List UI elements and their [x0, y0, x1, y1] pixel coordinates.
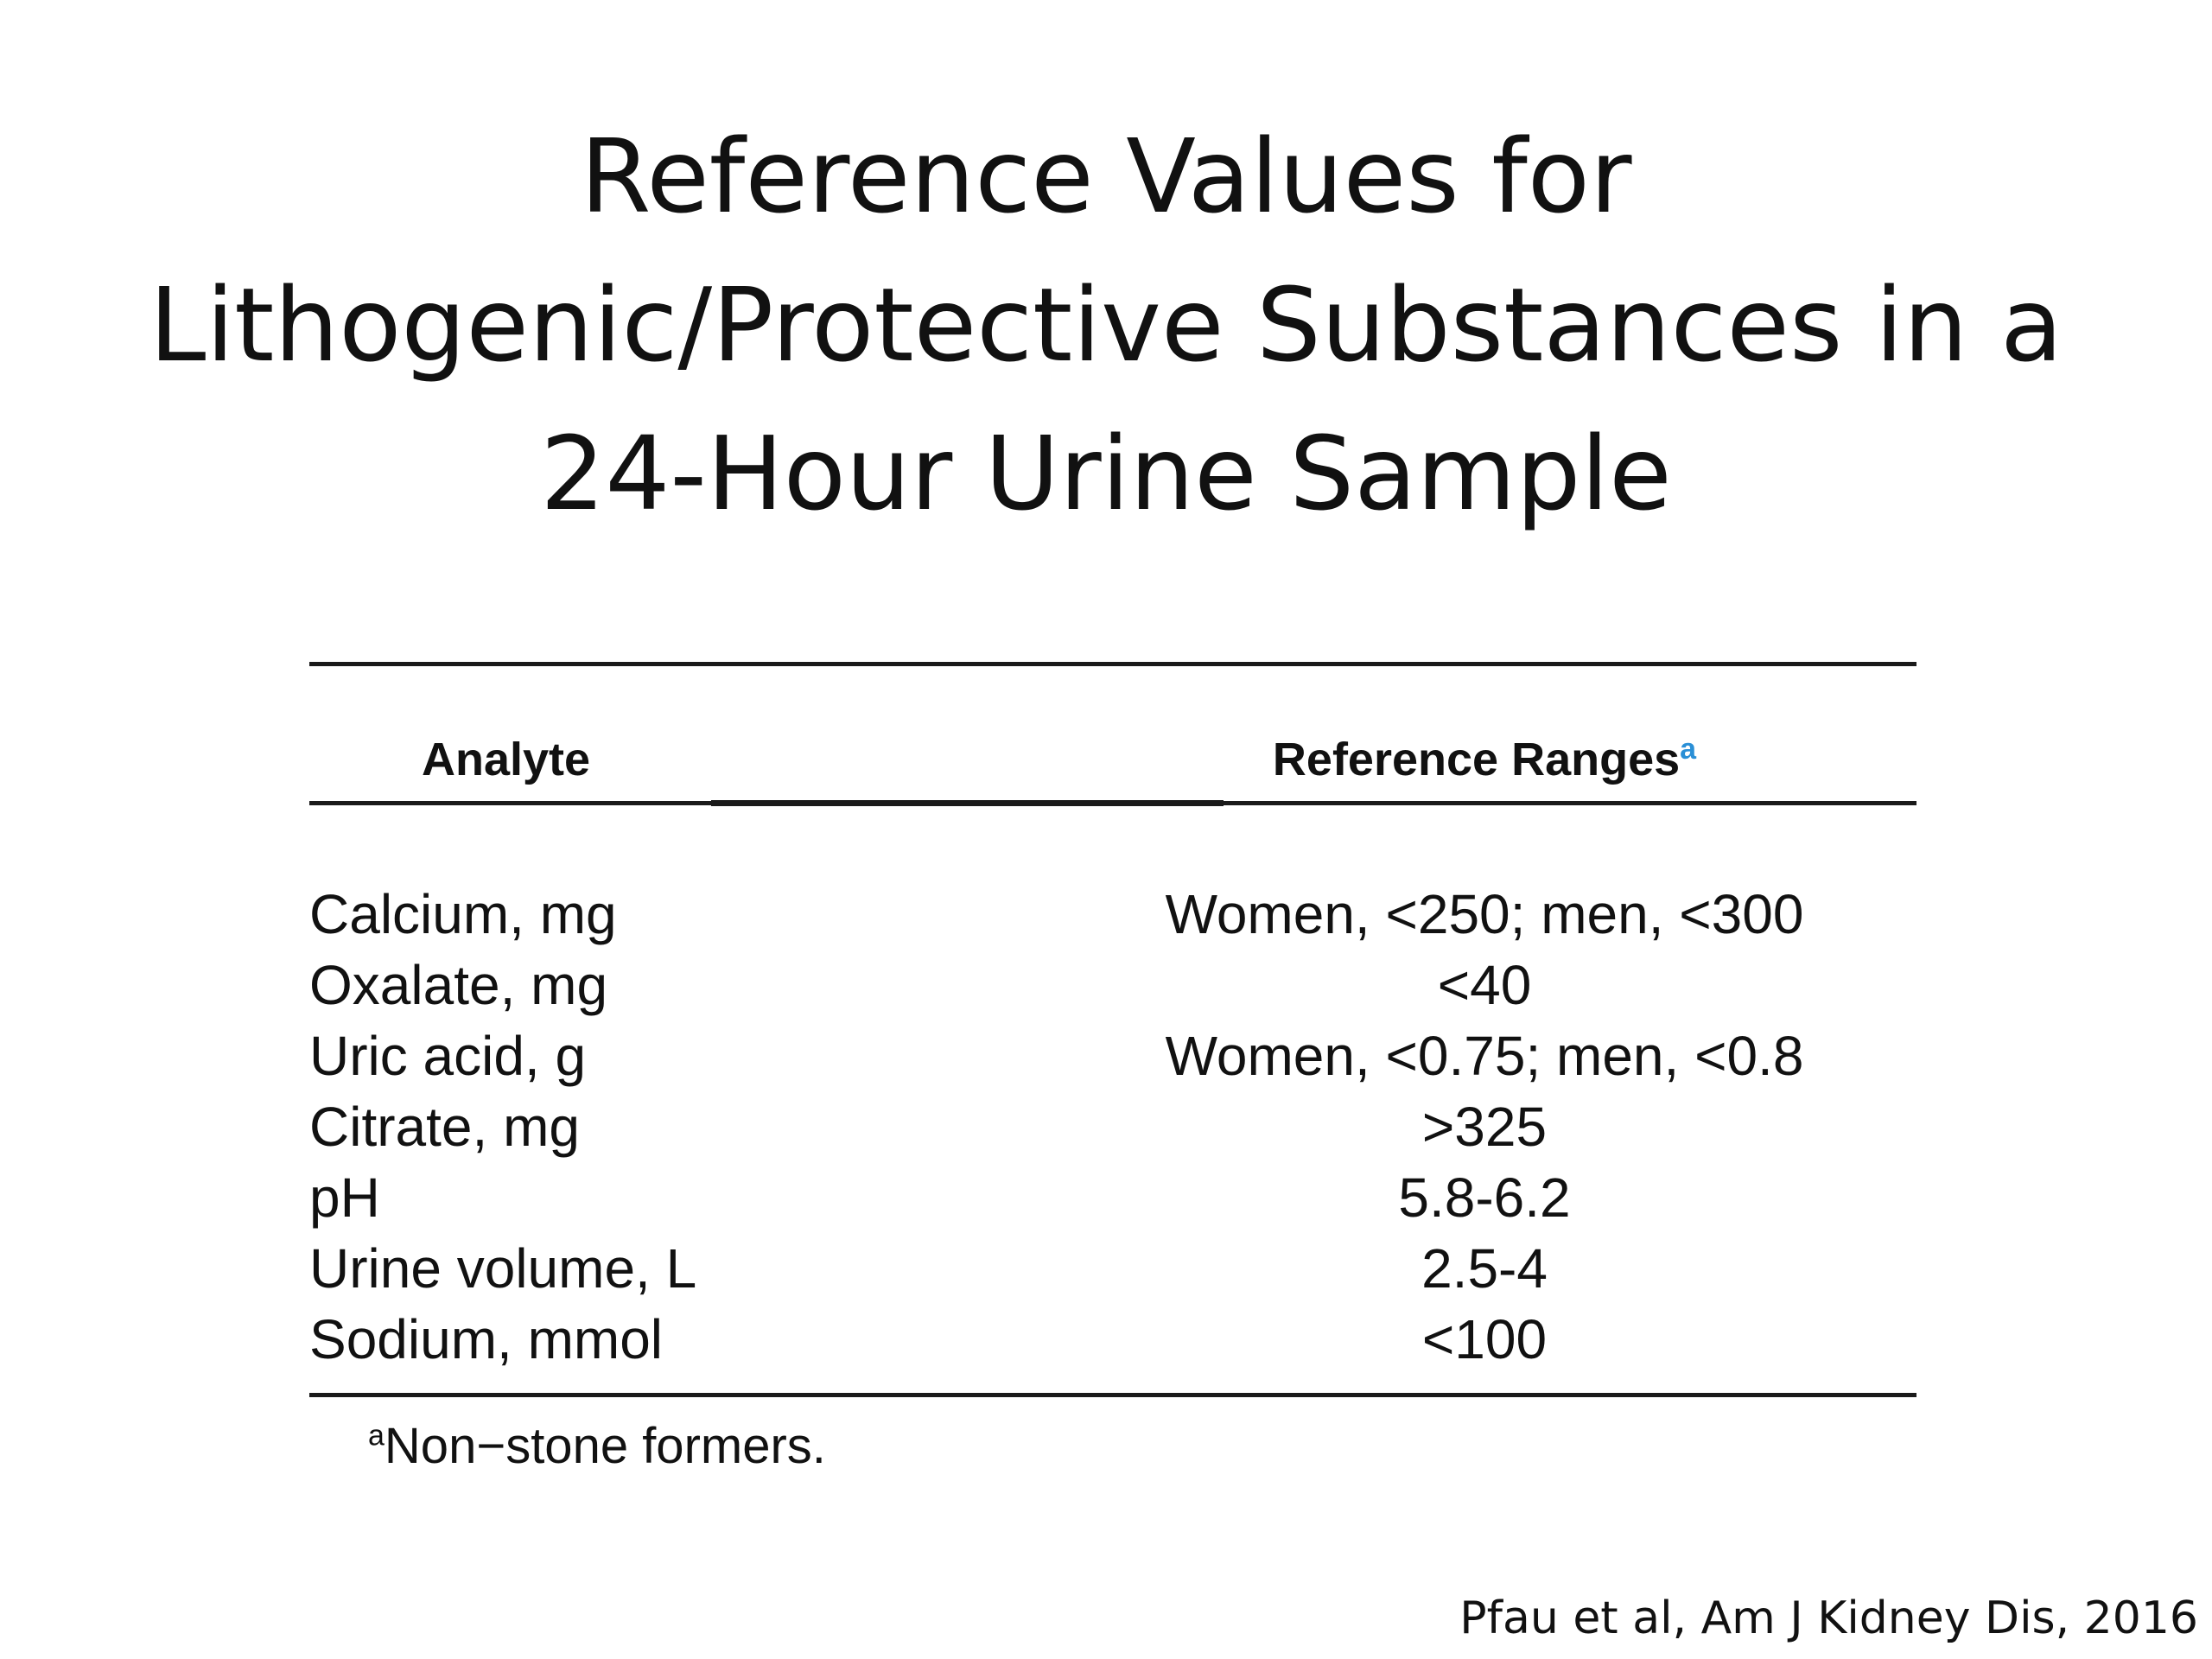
- title-line-2: Lithogenic/Protective Substances in a: [149, 265, 2063, 385]
- table-row: [309, 1233, 1916, 1304]
- footnote-text: Non−stone formers.: [384, 1418, 826, 1474]
- table-footnote: [368, 1412, 826, 1481]
- header-footnote-marker: a: [1680, 733, 1697, 766]
- header-reference-ranges-label: Reference Ranges: [1272, 734, 1681, 785]
- cell-range: 2.5-4: [1421, 1237, 1548, 1300]
- cell-range: 5.8-6.2: [1398, 1166, 1571, 1229]
- cell-range: >325: [1421, 1096, 1548, 1158]
- table-header-rule-accent: [711, 800, 1224, 806]
- cell-analyte: Sodium, mmol: [309, 1308, 663, 1370]
- cell-range: <100: [1421, 1308, 1548, 1370]
- title-line-1: Reference Values for: [580, 117, 1632, 236]
- cell-analyte: Citrate, mg: [309, 1096, 580, 1158]
- cell-analyte: Urine volume, L: [309, 1237, 697, 1300]
- slide-title: [0, 102, 2212, 548]
- table-row: [309, 1304, 1916, 1375]
- table-row: [309, 1020, 1916, 1091]
- title-line-3: 24-Hour Urine Sample: [540, 414, 1672, 533]
- cell-analyte: pH: [309, 1166, 380, 1229]
- table-row: [309, 950, 1916, 1020]
- cell-range: <40: [1437, 954, 1532, 1016]
- table-bottom-rule: [309, 1393, 1916, 1397]
- table-row: [309, 879, 1916, 950]
- cell-analyte: Uric acid, g: [309, 1025, 587, 1087]
- table-top-rule: [309, 662, 1916, 666]
- header-analyte: Analyte: [422, 734, 591, 785]
- header-reference-ranges: [1052, 731, 1916, 788]
- cell-analyte: Calcium, mg: [309, 883, 617, 945]
- table-row: [309, 1091, 1916, 1162]
- cell-analyte: Oxalate, mg: [309, 954, 608, 1016]
- citation: Pfau et al, Am J Kidney Dis, 2016: [1459, 1592, 2198, 1644]
- table-row: [309, 1162, 1916, 1233]
- cell-range: Women, <0.75; men, <0.8: [1165, 1025, 1804, 1087]
- cell-range: Women, <250; men, <300: [1165, 883, 1804, 945]
- footnote-marker: a: [368, 1419, 385, 1452]
